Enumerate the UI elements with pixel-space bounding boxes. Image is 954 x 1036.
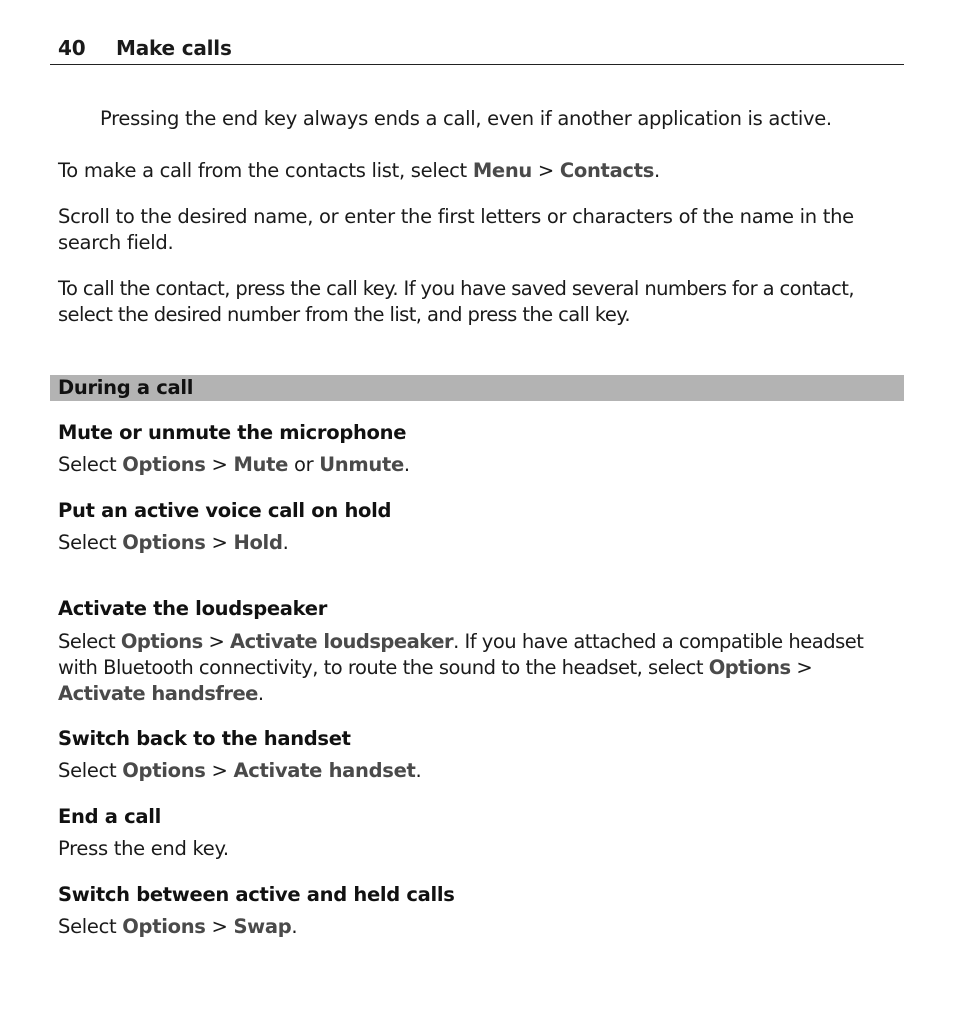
endcall-instruction: Press the end key. (58, 837, 229, 860)
swap-instruction: Select Options > Swap. (58, 915, 298, 938)
loudspeaker-instruction: Select Options > Activate loudspeaker. If you have attached a compatible headset with Bluetooth connectivity, to route the sound to the headset, select Options > Activate handsfree. (58, 630, 864, 705)
hold-heading: Put an active voice call on hold (58, 499, 392, 522)
mute-heading: Mute or unmute the microphone (58, 421, 407, 444)
contacts-keyword: Contacts (559, 159, 655, 182)
note-text: Pressing the end key always ends a call, even if another application is active. (100, 107, 832, 130)
handset-heading: Switch back to the handset (58, 727, 351, 750)
section-title: During a call (58, 376, 194, 399)
hold-instruction: Select Options > Hold. (58, 531, 289, 554)
scroll-paragraph: Scroll to the desired name, or enter the first letters or characters of the name in the search field. (58, 205, 854, 254)
section-name: Make calls (116, 36, 232, 60)
page-number: 40 (58, 36, 86, 60)
page-header (50, 36, 904, 65)
swap-heading: Switch between active and held calls (58, 883, 455, 906)
handset-instruction: Select Options > Activate handset. (58, 759, 422, 782)
menu-keyword: Menu (472, 159, 533, 182)
section-bar (50, 375, 904, 401)
contacts-paragraph: To make a call from the contacts list, select Menu > Contacts. (58, 159, 660, 182)
mute-instruction: Select Options > Mute or Unmute. (58, 453, 410, 476)
call-paragraph: To call the contact, press the call key. If you have saved several numbers for a contact, select the desired number from the list, and press the call key. (58, 277, 854, 326)
endcall-heading: End a call (58, 805, 161, 828)
loudspeaker-heading: Activate the loudspeaker (58, 597, 328, 620)
